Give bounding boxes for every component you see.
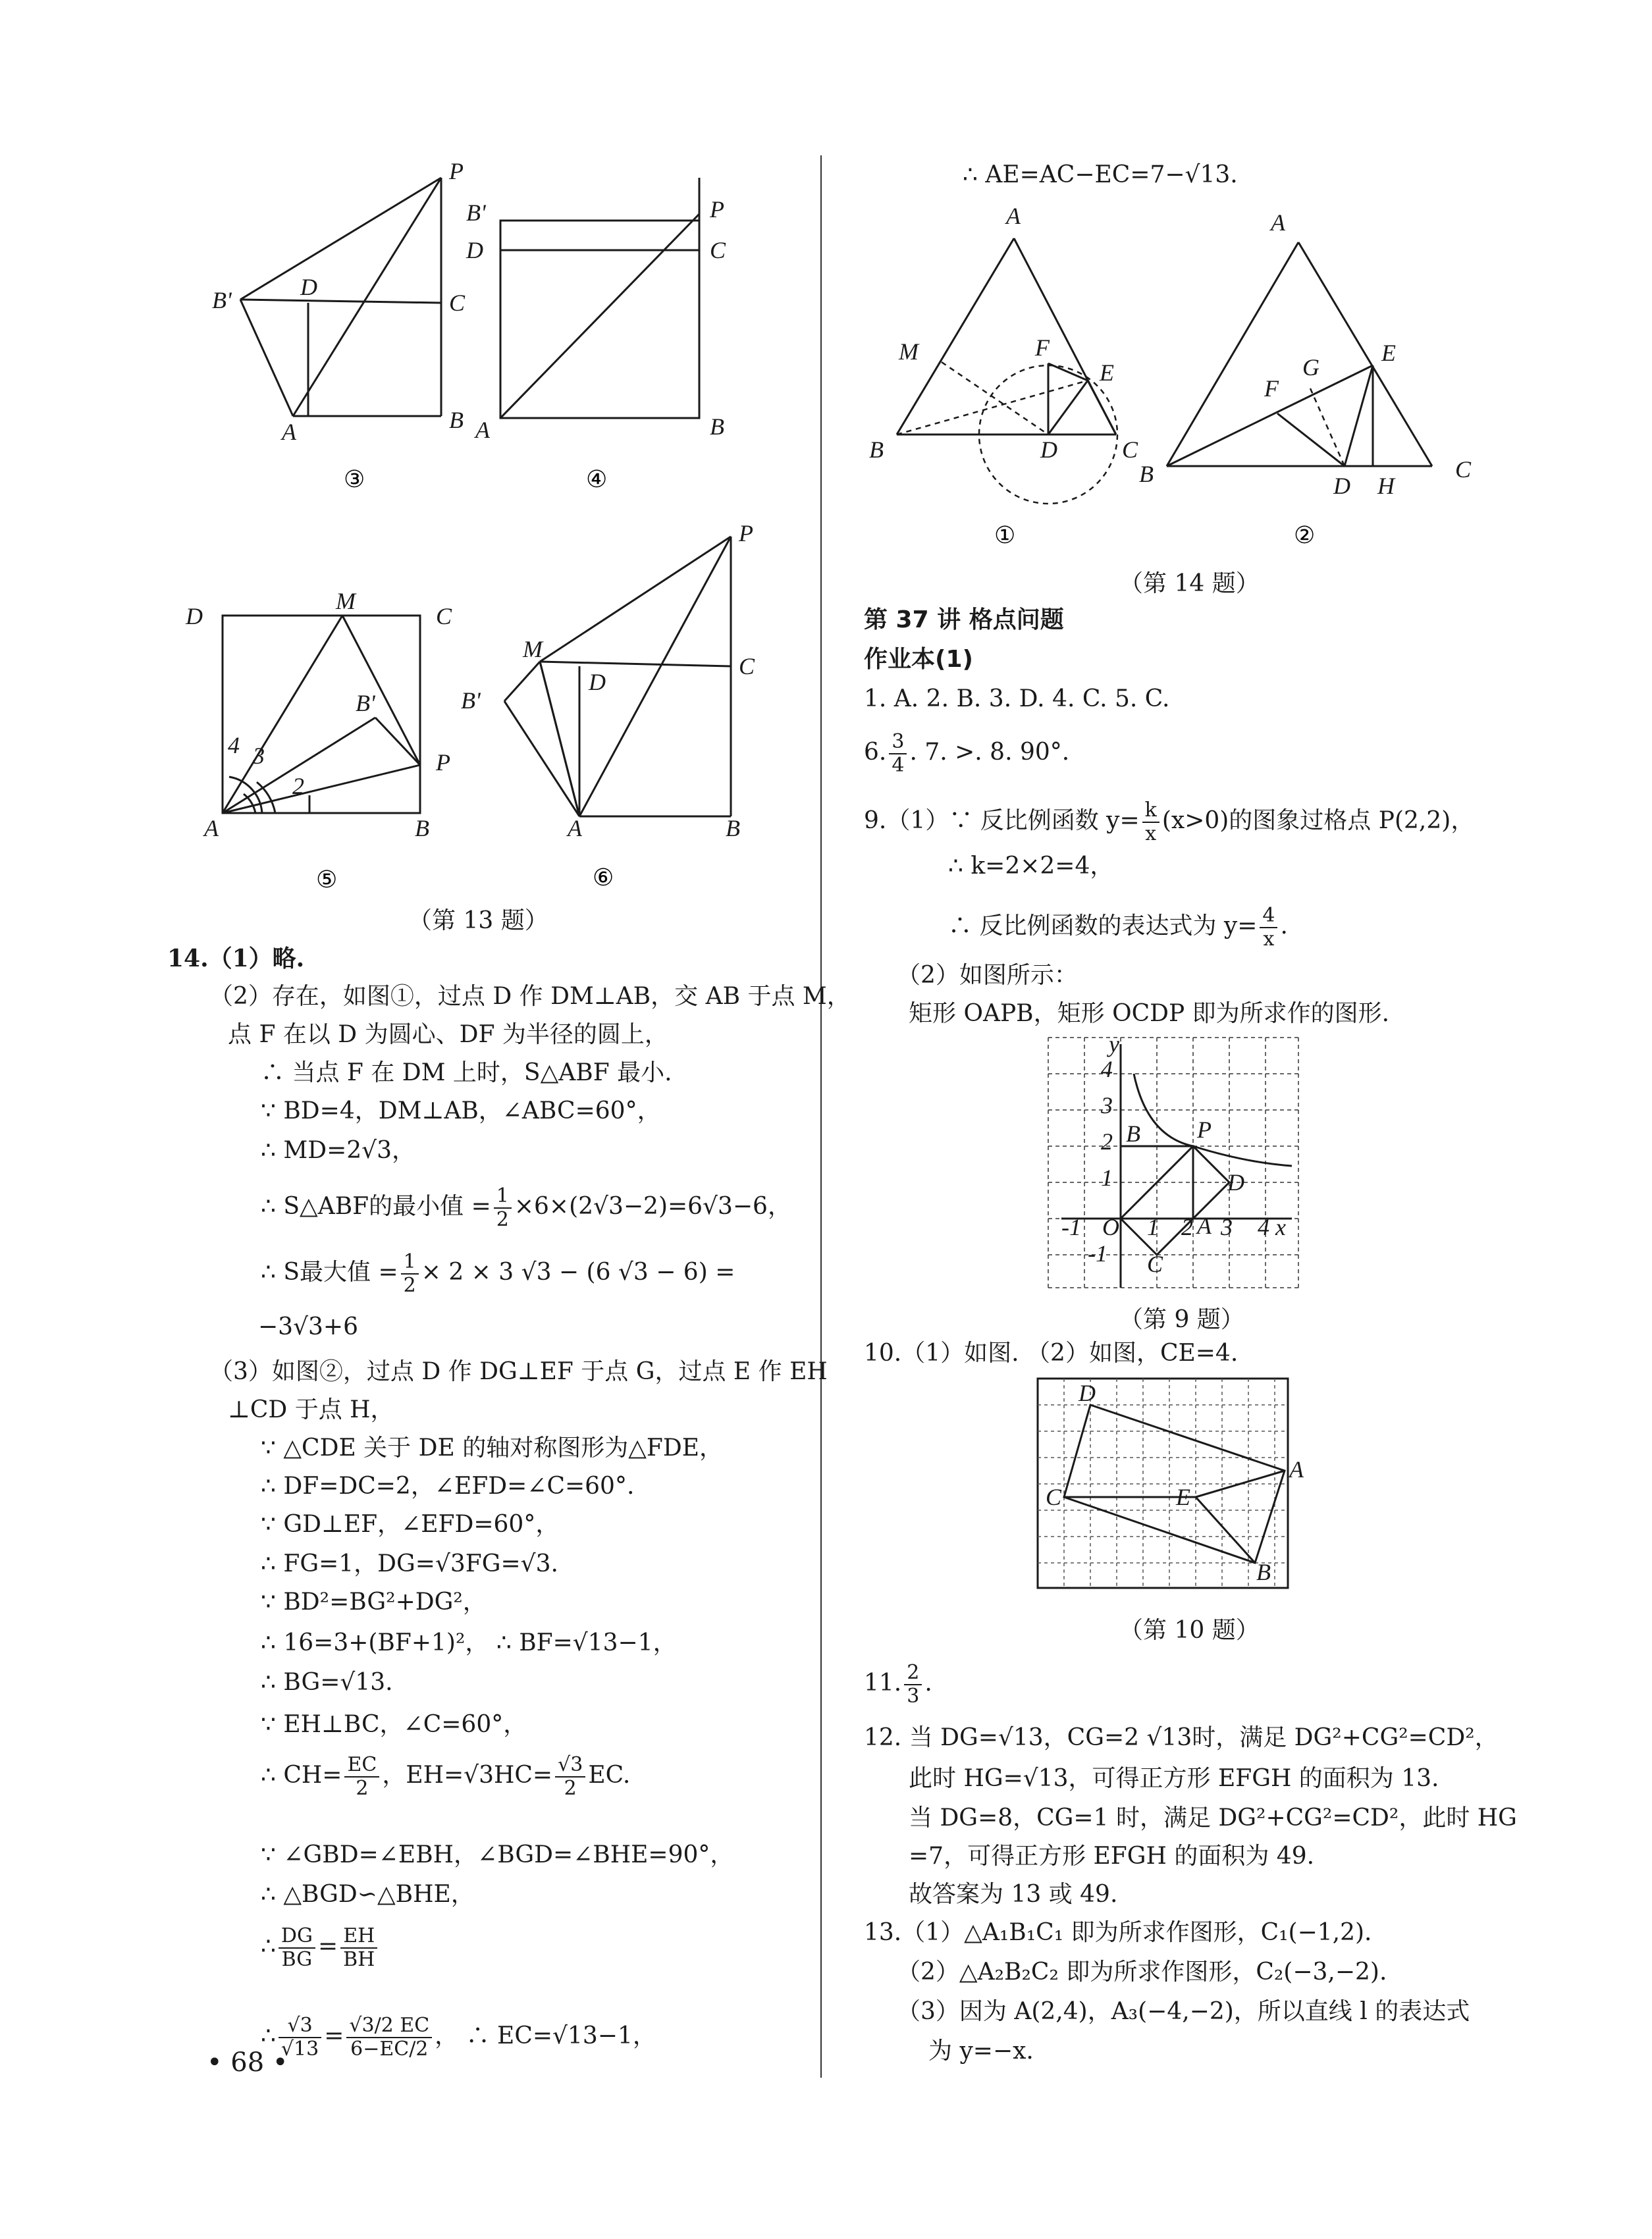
fraction <box>494 1185 512 1231</box>
pt: B <box>415 815 429 841</box>
fraction <box>1142 799 1159 845</box>
pt: M <box>899 338 919 365</box>
pt: C <box>1046 1484 1062 1510</box>
pt: C <box>436 603 452 629</box>
pt: 4 <box>1258 1214 1269 1240</box>
q14-3j: ∵ EH⊥BC，∠C=60°， <box>261 1711 527 1738</box>
pt: E <box>1381 340 1396 366</box>
num: EH <box>340 1925 377 1949</box>
pt: 2 <box>292 773 304 799</box>
pt: B' <box>212 287 232 313</box>
q14-3o: ∴ $\frac{√3}{√13}$ = $\frac{√3/2 EC}{6-EC/2}$ ， ∴ EC=√13−1， <box>261 2014 656 2061</box>
answers-6-8 <box>864 731 1069 777</box>
figure-14-1 <box>863 198 1165 569</box>
pt: C <box>1147 1251 1163 1277</box>
pt: P <box>449 158 464 184</box>
pt: C <box>449 290 466 316</box>
den: 2 <box>403 1274 416 1297</box>
pt: D <box>1079 1380 1096 1406</box>
pt: C <box>1455 456 1472 483</box>
pt: B <box>449 407 464 433</box>
text: EC. <box>588 1762 631 1789</box>
fraction <box>1260 905 1277 951</box>
fraction <box>279 1925 315 1971</box>
num: 1 <box>494 1185 512 1209</box>
q12c: 当 DG=8，CG=1 时，满足 DG²+CG²=CD²，此时 HG <box>909 1804 1517 1831</box>
right-top-line: ∴ AE=AC−EC=7−√13. <box>963 161 1238 188</box>
figure-6-diagram <box>454 514 770 895</box>
den: √13 <box>280 2038 319 2061</box>
grid-10-diagram <box>1038 1379 1304 1602</box>
pt: A <box>568 815 582 841</box>
pt: 2 <box>1101 1128 1113 1155</box>
num: k <box>1142 799 1159 823</box>
fraction <box>904 1662 922 1708</box>
pt: D <box>589 669 606 695</box>
q12a: 12. 当 DG=√13，CG=2 √13时，满足 DG²+CG²=CD²， <box>864 1724 1499 1751</box>
den: 4 <box>892 754 905 777</box>
q11: 11. $\frac{2}{3}$ . <box>864 1661 932 1708</box>
pt: B <box>726 815 740 841</box>
num: √3/2 EC <box>346 2015 432 2038</box>
pt: 4 <box>1101 1056 1113 1082</box>
pt: y <box>1109 1031 1119 1057</box>
q14-3d: ∴ DF=DC=2，∠EFD=∠C=60°. <box>261 1473 635 1500</box>
q10: 10.（1）如图. （2）如图，CE=4. <box>864 1340 1239 1367</box>
text: × 2 × 3 √3 − (6 √3 − 6) = <box>421 1259 735 1286</box>
pt: P <box>1197 1117 1212 1143</box>
q14-2g <box>261 1251 735 1297</box>
den: 2 <box>564 1777 577 1800</box>
figure-5-diagram <box>178 586 481 902</box>
pt: B <box>1256 1559 1271 1585</box>
pt: O <box>1102 1214 1119 1240</box>
q13c: （3）因为 A(2,4)，A₃(−4,−2)，所以直线 l 的表达式 <box>897 1998 1470 2025</box>
pt: 1 <box>1147 1214 1159 1240</box>
caption-q9: （第 9 题） <box>1119 1306 1244 1333</box>
pt: 2 <box>1181 1214 1193 1240</box>
q14-3b: ⊥CD 于点 H， <box>228 1396 394 1423</box>
text: ×6×(2√3−2)=6√3−6， <box>514 1193 791 1220</box>
q14-2b: 点 F 在以 D 为圆心、DF 为半径的圆上， <box>228 1021 668 1048</box>
q14-2a: （2）存在，如图①，过点 D 作 DM⊥AB，交 AB 于点 M， <box>209 983 851 1010</box>
q14-1: 14.（1）略. <box>167 945 305 972</box>
pt: E <box>1176 1484 1190 1510</box>
answers-1-5: 1. A. 2. B. 3. D. 4. C. 5. C. <box>864 685 1170 712</box>
caption-q14: （第 14 题） <box>1119 570 1260 597</box>
pt: B' <box>461 687 481 714</box>
figure-label: ① <box>994 522 1016 549</box>
text: 6. <box>864 739 887 766</box>
q13b: （2）△A₂B₂C₂ 即为所求作图形，C₂(−3,−2). <box>897 1959 1387 1986</box>
pt: -1 <box>1061 1214 1081 1240</box>
den: 2 <box>496 1208 509 1231</box>
figure-label: ⑥ <box>593 864 614 891</box>
text: ， ∴ EC=√13−1， <box>435 2022 656 2049</box>
den: BG <box>281 1948 313 1971</box>
column-divider <box>820 155 822 2078</box>
pt: B' <box>466 199 486 226</box>
figure-14-1-diagram <box>863 198 1165 566</box>
pt: 3 <box>1221 1214 1233 1240</box>
q13a: 13.（1）△A₁B₁C₁ 即为所求作图形，C₁(−1,2). <box>864 1919 1372 1946</box>
num: 1 <box>401 1251 419 1275</box>
num: 2 <box>904 1662 922 1685</box>
text: ∴ S最大值 = <box>261 1259 398 1286</box>
q14-3k <box>261 1754 630 1800</box>
q14-2d: ∵ BD=4，DM⊥AB，∠ABC=60°， <box>261 1097 661 1124</box>
pt: H <box>1377 473 1395 499</box>
fraction <box>401 1251 419 1297</box>
pt: 3 <box>1101 1092 1113 1119</box>
homework-title: 作业本(1) <box>864 646 973 673</box>
text: ∴ 反比例函数的表达式为 y= <box>948 912 1258 939</box>
pt: D <box>466 237 483 263</box>
pt: M <box>523 636 543 662</box>
q9-1b: ∴ k=2×2=4， <box>948 853 1114 880</box>
figure-label: ⑤ <box>316 866 338 893</box>
q14-3l: ∵ ∠GBD=∠EBH，∠BGD=∠BHE=90°， <box>261 1841 734 1868</box>
caption-q10: （第 10 题） <box>1119 1617 1260 1644</box>
q14-2c: ∴ 当点 F 在 DM 上时，S△ABF 最小. <box>261 1059 672 1086</box>
pt: B' <box>356 690 375 716</box>
figure-5 <box>178 586 481 905</box>
num: √3 <box>279 2015 321 2038</box>
den: x <box>1145 822 1157 845</box>
q14-3h: ∴ 16=3+(BF+1)²， ∴ BF=√13−1， <box>261 1629 677 1656</box>
den: x <box>1263 928 1275 951</box>
pt: A <box>282 419 296 445</box>
pt: C <box>739 653 755 679</box>
num: EC <box>344 1754 379 1778</box>
q14-3c: ∵ △CDE 关于 DE 的轴对称图形为△FDE， <box>261 1435 724 1462</box>
pt: E <box>1100 359 1114 386</box>
pt: C <box>1122 436 1138 463</box>
pt: B <box>869 436 884 463</box>
fraction <box>555 1754 585 1800</box>
q14-3f: ∴ FG=1，DG=√3FG=√3. <box>261 1550 558 1577</box>
text: ∴ <box>261 1933 276 1960</box>
pt: x <box>1275 1214 1286 1240</box>
text: ，EH=√3HC= <box>382 1762 553 1789</box>
num: DG <box>279 1925 315 1949</box>
num: √3 <box>555 1754 585 1778</box>
pt: P <box>436 749 450 776</box>
den: BH <box>343 1948 375 1971</box>
fraction <box>340 1925 377 1971</box>
q9-1c: ∴ 反比例函数的表达式为 y= $\frac{4}{x}$ . <box>948 904 1288 951</box>
fraction <box>346 2015 432 2061</box>
figure-6 <box>454 514 770 898</box>
fraction <box>344 1754 379 1800</box>
num: 4 <box>1260 905 1277 928</box>
q14-3e: ∵ GD⊥EF，∠EFD=60°， <box>261 1511 560 1538</box>
pt: 3 <box>253 743 265 769</box>
figure-14-2-diagram <box>1132 211 1488 566</box>
grid-9-diagram <box>1048 1031 1305 1301</box>
caption-q13: （第 13 题） <box>408 907 548 934</box>
pt: -1 <box>1088 1240 1107 1267</box>
q14-3m: ∴ △BGD∽△BHE， <box>261 1881 475 1908</box>
text: ∴ CH= <box>261 1762 342 1789</box>
q14-3g: ∵ BD²=BG²+DG²， <box>261 1589 487 1616</box>
q14-3n: ∴ $\frac{DG}{BG}$ = $\frac{EH}{BH}$ <box>261 1925 380 1971</box>
den: 2 <box>356 1777 369 1800</box>
figure-label: ② <box>1294 522 1316 549</box>
page-number: • 68 • <box>207 2047 288 2078</box>
pt: P <box>710 196 724 223</box>
pt: D <box>1333 473 1350 499</box>
pt: B <box>1139 461 1154 487</box>
q9-2a: （2）如图所示： <box>897 962 1078 989</box>
q9-1a <box>864 799 1474 845</box>
pt: B <box>710 413 724 440</box>
pt: D <box>1227 1169 1244 1196</box>
figure-14-2 <box>1132 211 1488 569</box>
text: ∴ S△ABF的最小值 = <box>261 1193 491 1220</box>
pt: B <box>1126 1120 1140 1147</box>
pt: G <box>1302 354 1319 381</box>
pt: D <box>300 274 317 300</box>
grid-figure-9 <box>1048 1031 1305 1304</box>
q12e: 故答案为 13 或 49. <box>909 1881 1118 1908</box>
pt: P <box>739 520 753 546</box>
pt: M <box>336 588 356 614</box>
text: 9.（1）∵ 反比例函数 y= <box>864 807 1140 834</box>
text: . 7. >. 8. 90°. <box>909 739 1070 766</box>
figure-4-diagram <box>461 158 751 494</box>
text: ∴ <box>261 2022 276 2049</box>
q14-3i: ∴ BG=√13. <box>261 1669 393 1696</box>
num: 3 <box>889 731 907 754</box>
figure-4 <box>461 158 751 496</box>
pt: C <box>710 237 726 263</box>
den: 3 <box>907 1685 920 1708</box>
pt: 1 <box>1101 1165 1113 1191</box>
figure-label: ④ <box>586 466 608 493</box>
q13d: 为 y=−x. <box>928 2038 1034 2065</box>
grid-figure-10 <box>1038 1379 1304 1605</box>
pt: A <box>475 417 490 443</box>
pt: D <box>1040 436 1057 463</box>
pt: A <box>1197 1213 1212 1239</box>
pt: 4 <box>228 732 240 758</box>
q12d: =7，可得正方形 EFGH 的面积为 49. <box>909 1843 1315 1870</box>
pt: A <box>1006 203 1021 229</box>
fraction <box>889 731 907 777</box>
q14-2h: −3√3+6 <box>258 1313 358 1340</box>
den: 6−EC/2 <box>350 2038 429 2061</box>
q14-2f <box>261 1185 791 1231</box>
q14-2e: ∴ MD=2√3， <box>261 1137 415 1164</box>
figure-3-diagram <box>198 158 487 494</box>
q9-2b: 矩形 OAPB，矩形 OCDP 即为所求作的图形. <box>909 1000 1390 1027</box>
pt: F <box>1035 334 1050 361</box>
text: (x>0)的图象过格点 P(2,2)， <box>1161 807 1475 834</box>
q12b: 此时 HG=√13，可得正方形 EFGH 的面积为 13. <box>909 1765 1439 1792</box>
q14-3a: （3）如图②，过点 D 作 DG⊥EF 于点 G，过点 E 作 EH <box>209 1358 828 1385</box>
pt: A <box>1271 209 1285 236</box>
lecture-title: 第 37 讲 格点问题 <box>864 606 1064 633</box>
figure-3 <box>198 158 487 496</box>
pt: F <box>1264 375 1279 402</box>
text: 11. <box>864 1670 902 1697</box>
figure-label: ③ <box>344 466 365 493</box>
pt: D <box>186 603 203 629</box>
pt: A <box>204 815 219 841</box>
pt: A <box>1289 1456 1304 1483</box>
